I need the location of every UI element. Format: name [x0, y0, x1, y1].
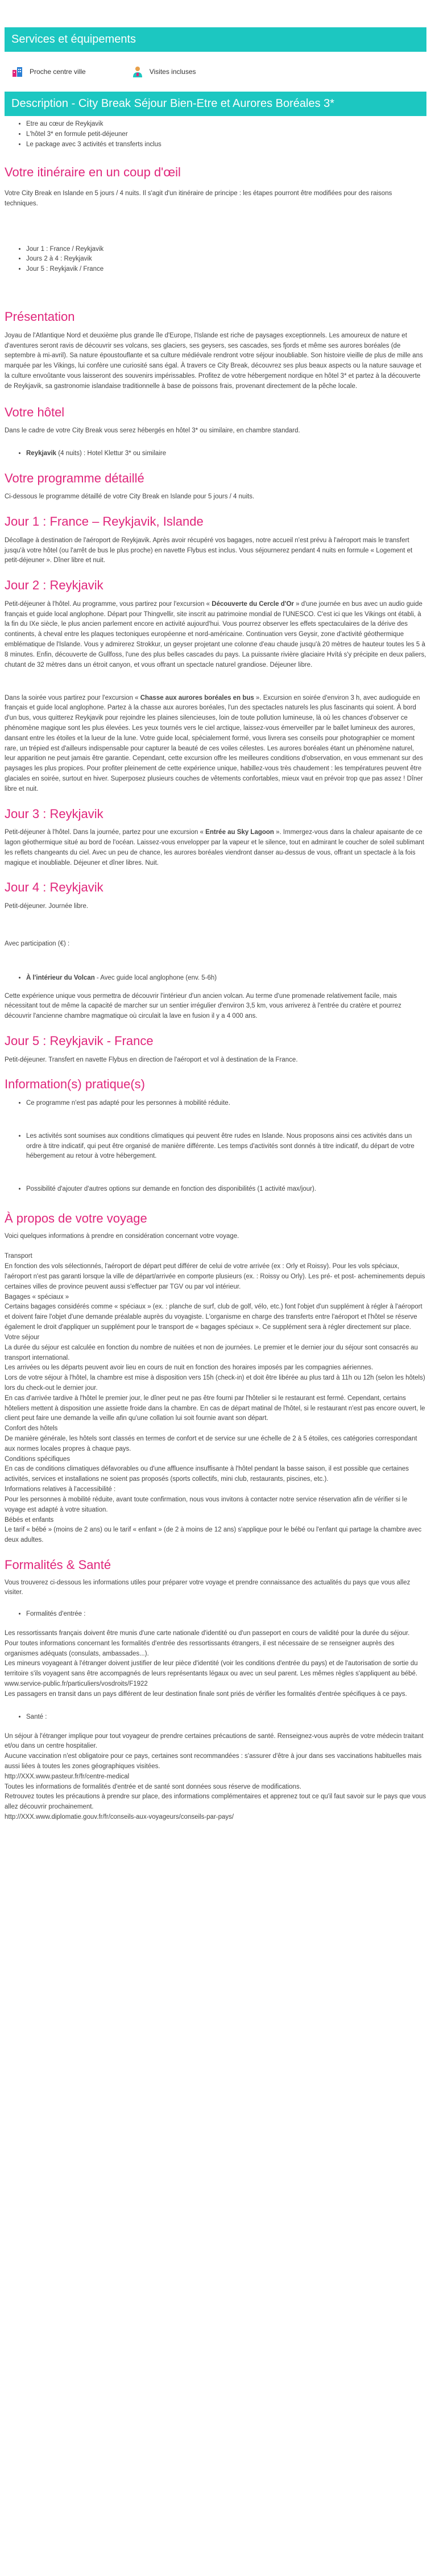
about-heading: Votre séjour [5, 1334, 40, 1341]
about-line: Certains bagages considérés comme « spéciaux » (ex. : planche de surf, club de golf, vélo, etc.) font l'objet d'un supplément à régler à l'aéroport et doivent faire l'objet d'une demande préalable auprès du voyagiste. L'organisme en charge des transferts entre l'aéroport et l'hôtel se réserve également le droit d'appliquer un supplément pour le transport de « bagages spéciaux ». Ce supplément sera à régler directement sur place. [5, 1303, 422, 1331]
health-details [5, 1732, 426, 1823]
health-line: Retrouvez toutes les précautions à prendre sur place, des informations complémentaires et apprenez tout ce qu'il faut savoir sur le pays que vous allez découvrir prochainement. [5, 1793, 426, 1811]
practical-title: Information(s) pratique(s) [5, 1077, 145, 1092]
text-span: » d'une journée en bus avec un audio guide français et guide local anglophone. Départ pour Thingvellir, site inscrit au patrimoine mondial de l'UNESCO. C'est ici que les Vikings ont établi, à la fin du IXe siècle, le plus ancien parlement encore en activité aujourd'hui. Vous pourrez observer les effets spectaculaires de la dérive des continents, à cheval entre les plaques tectoniques européenne et nord-américaine. Continuation vers Geysir, zone d'activité géothermique emblématique de l'Islande. Vous y admirerez Strokkur, un geyser projetant une colonne d'eau chaude jusqu'à 20 mètres de hauteur toutes les 5 à 8 minutes. Enfin, découverte de Gullfoss, l'une des plus belles cascades du pays. La puissante rivière glaciaire Hvítá s'y précipite en deux paliers, chutant de 32 mètres dans un étroit canyon, et vous offrant un spectacle naturel grandiose. Déjeuner libre. [5, 600, 426, 668]
city-buildings-icon [11, 65, 24, 78]
excursion-name: Découverte du Cercle d'Or [212, 600, 294, 608]
tour-guide-icon [131, 65, 144, 78]
services-list [5, 52, 426, 86]
formalities-intro: Vous trouverez ci-dessous les informations utiles pour préparer votre voyage et prendre connaissance des actualités du pays que vous allez visiter. [5, 1579, 411, 1596]
list-item [26, 449, 426, 459]
optional-text: Cette expérience unique vous permettra de découvrir l'intérieur d'un ancien volcan. Au terme d'une promenade relativement facile, mais nécessitant tout de même la capacité de marcher sur un sentier irrégulier d'environ 3,5 km, vous arriverez à l'entrée du cratère et pourrez découvrir l'ancienne chambre magmatique où circulait la lave en fusion il y a 4 000 ans. [5, 992, 401, 1020]
list-item: • Les activités sont soumises aux conditions climatiques qui peuvent être rudes en Islande. Nous proposons ainsi ces activités dans un ordre à titre indicatif, qui peut être organisé de manière différente. Les temps d'activités sont donnés à titre indicatif, du départ de votre hébergement au retour à votre hébergement. [26, 1132, 426, 1162]
about-line: De manière générale, les hôtels sont classés en termes de confort et de service sur une échelle de 2 à 5 étoiles, ces catégories correspondant aux normes locales propres à chaque pays. [5, 1435, 417, 1452]
list-item [26, 973, 426, 984]
text-span: ». Immergez-vous dans la chaleur apaisante de ce lagon géothermique situé au bord de l'océan. Laissez-vous envelopper par la vapeur et le silence, tout en admirant le coucher de soleil sublimant les reflets changeants du ciel. Avec un peu de chance, les aurores boréales viendront danser au-dessus de vous, offrant un spectacle à la fois magique et inoubliable. Déjeuner et dîner libres. Nuit. [5, 829, 425, 866]
hotel-title: Votre hôtel [5, 404, 65, 419]
day3-title: Jour 3 : Reykjavik [5, 806, 103, 821]
excursion-name: Chasse aux aurores boréales en bus [140, 694, 254, 701]
practical-list [5, 1099, 426, 1109]
description-list [5, 119, 426, 150]
day2-text-2 [5, 693, 426, 795]
health-line: Toutes les informations de formalités d'entrée et de santé sont données sous réserve de modifications. [5, 1783, 301, 1790]
description-title: Description - City Break Séjour Bien-Etre et Aurores Boréales 3* [5, 92, 426, 116]
optional-name: À l'intérieur du Volcan [26, 974, 95, 981]
health-list [5, 1712, 426, 1723]
admin-list [5, 1609, 426, 1620]
text-span: Petit-déjeuner à l'hôtel. Dans la journée, partez pour une excursion « [5, 829, 206, 836]
about-heading: Bébés et enfants [5, 1516, 54, 1524]
about-line: Les arrivées ou les départs peuvent avoir lieu en cours de nuit en fonction des horaires imposés par les compagnies aériennes. [5, 1364, 374, 1372]
health-link[interactable]: http://XXX.www.pasteur.fr/fr/centre-medical [5, 1773, 130, 1780]
about-heading: Transport [5, 1253, 32, 1260]
hotel-list [5, 449, 426, 459]
presentation-title: Présentation [5, 309, 75, 324]
about-heading: Bagages « spéciaux » [5, 1293, 69, 1301]
list-item: • L'hôtel 3* en formule petit-déjeuner [26, 130, 426, 140]
health-link[interactable]: http://XXX.www.diplomatie.gouv.fr/fr/conseils-aux-voyageurs/conseils-par-pays/ [5, 1814, 234, 1820]
admin-line: Les passagers en transit dans un pays différent de leur destination finale sont priés de vérifier les formalités d'entrée spécifiques à ce pays. [5, 1690, 407, 1698]
about-line: En cas de conditions climatiques défavorables ou d'une affluence insuffisante à l'hôtel pendant la basse saison, il est possible que certaines activités, services et installations ne soient pas proposés (sports collectifs, mini club, restaurants, piscines, etc.). [5, 1465, 409, 1483]
itinerary-text: Votre City Break en Islande en 5 jours / 4 nuits. Il s'agit d'un itinéraire de principe : les étapes pourront être modifiées pour des raisons techniques. [5, 190, 392, 207]
list-item: • Jour 5 : Reykjavik / France [26, 265, 426, 275]
about-heading: Informations relatives à l'accessibilité : [5, 1486, 116, 1493]
excursion-name: Entrée au Sky Lagoon [205, 829, 274, 836]
day4-text: Petit-déjeuner. Journée libre. [5, 903, 89, 910]
optional-detail: - Avec guide local anglophone (env. 5-6h) [94, 974, 217, 981]
admin-line: Les ressortissants français doivent être munis d'une carte nationale d'identité ou d'un passeport en cours de validité pour la durée du séjour. [5, 1630, 410, 1637]
about-intro: Voici quelques informations à prendre en considération concernant votre voyage. [5, 1232, 239, 1240]
about-line: Le tarif « bébé » (moins de 2 ans) ou le tarif « enfant » (de 2 à moins de 12 ans) s'applique pour le bébé ou l'enfant qui partage la chambre avec deux adultes. [5, 1526, 422, 1544]
day5-text: Petit-déjeuner. Transfert en navette Flybus en direction de l'aéroport et vol à destination de la France. [5, 1056, 298, 1063]
list-item: • Le package avec 3 activités et transferts inclus [26, 140, 426, 150]
services-title: Services et équipements [5, 27, 426, 52]
text-span: ». Excursion en soirée d'environ 3 h, avec audioguide en français et guide local anglophone. Partez à la chasse aux aurores boréales, l'un des spectacles naturels les plus fascinants qui soient. À bord d'un bus, vous quitterez Reykjavik pour rejoindre les plaines silencieuses, loin de toute pollution lumineuse, là où les chances d'observer ce phénomène magique sont les plus élevées. Les yeux tournés vers le ciel arctique, laissez-vous émerveiller par le ballet lumineux des aurores, dansant entre les étoiles et la lueur de la lune. Votre guide local, spécialement formé, vous livrera ses conseils pour photographier ce moment rare, un trépied est d'ailleurs indispensable pour capturer la beauté de ces voiles célestes. Les aurores boréales étant un phénomène naturel, leur apparition ne peut jamais être garantie. Cependant, cette excursion offre les meilleures conditions d'observation, en vous emmenant sur des paysages les plus propices. Pour profiter pleinement de cette expérience unique, habillez-vous très chaudement : les températures peuvent être glaciales en soirée, surtout en hiver. Superposez plusieurs couches de vêtements confortables, mieux vaut en prévoir trop que pas assez ! Dîner libre et nuit. [5, 694, 423, 792]
admin-line: Pour toutes informations concernant les formalités d'entrée des ressortissants étrangers, il est nécessaire de se renseigner auprès des organismes adéquats (consulats, ambassades...). [5, 1640, 395, 1657]
about-heading: Conditions spécifiques [5, 1455, 71, 1463]
text-span: Dans la soirée vous partirez pour l'excursion « [5, 694, 140, 701]
about-line: Lors de votre séjour à l'hôtel, la chambre est mise à disposition vers 15h (check-in) et doit être libérée au plus tard à 11h ou 12h (selon les hôtels) lors du check-out le dernier jour. [5, 1374, 425, 1392]
admin-details [5, 1629, 426, 1700]
list-item: • Etre au cœur de Reykjavik [26, 119, 426, 130]
service-label: Proche centre ville [30, 67, 86, 76]
about-line: En cas d'arrivée tardive à l'hôtel le premier jour, le dîner peut ne pas être fourni par l'hôtelier si le restaurant est fermé. Cependant, certains hôteliers mettent à disposition une assiette froide dans la chambre. En cas de départ matinal de l'hôtel, si le restaurant n'est pas encore ouvert, le client peut faire une demande la veille afin qu'une collation lui soit fournie avant son départ. [5, 1394, 425, 1422]
day1-title: Jour 1 : France – Reykjavik, Islande [5, 514, 204, 529]
about-heading: Confort des hôtels [5, 1425, 58, 1433]
service-label: Visites incluses [149, 67, 196, 76]
program-title: Votre programme détaillé [5, 470, 144, 485]
list-item: • Formalités d'entrée : [26, 1609, 426, 1620]
health-line: Aucune vaccination n'est obligatoire pour ce pays, certaines sont recommandées : s'assurer d'être à jour dans ses vaccinations habituelles mais aussi liées à toutes les zones géographiques visitées. [5, 1753, 422, 1770]
practical-list [5, 1132, 426, 1162]
about-line: Pour les personnes à mobilité réduite, avant toute confirmation, nous vous invitons à contacter notre service réservation afin de vérifier si le voyage est adapté à votre situation. [5, 1496, 408, 1513]
about-line: La durée du séjour est calculée en fonction du nombre de nuitées et non de journées. Le premier et le dernier jour du séjour sont consacrés au transport international. [5, 1344, 418, 1361]
list-item: • Ce programme n'est pas adapté pour les personnes à mobilité réduite. [26, 1099, 426, 1109]
admin-link[interactable]: www.service-public.fr/particuliers/vosdroits/F1922 [5, 1681, 148, 1688]
day5-title: Jour 5 : Reykjavik - France [5, 1033, 154, 1048]
hotel-city: Reykjavik [26, 449, 57, 457]
list-item: • Jours 2 à 4 : Reykjavik [26, 254, 426, 265]
list-item: • Possibilité d'ajouter d'autres options sur demande en fonction des disponibilités (1 activité max/jour). [26, 1184, 426, 1195]
practical-list [5, 1184, 426, 1195]
optional-label: Avec participation (€) : [5, 940, 70, 947]
about-title: À propos de votre voyage [5, 1211, 147, 1225]
day2-text-1 [5, 600, 426, 671]
day4-title: Jour 4 : Reykjavik [5, 880, 103, 895]
day3-text [5, 828, 426, 868]
formalities-title: Formalités & Santé [5, 1557, 111, 1572]
hotel-text: Dans le cadre de votre City Break vous serez hébergés en hôtel 3* ou similaire, en chambre standard. [5, 427, 300, 435]
program-text: Ci-dessous le programme détaillé de votre City Break en Islande pour 5 jours / 4 nuits. [5, 493, 255, 501]
list-item: • Jour 1 : France / Reykjavik [26, 245, 426, 255]
list-item: • Santé : [26, 1712, 426, 1723]
admin-line: Les mineurs voyageant à l'étranger doivent justifier de leur pièce d'identité (voir les conditions d'entrée du pays) et de l'autorisation de sortie du territoire s'ils voyagent sans être accompagnés de leurs représentants légaux ou avec un seul parent. Les mêmes règles s'appliquent au bébé. [5, 1660, 418, 1678]
day1-text: Décollage à destination de l'aéroport de Reykjavik. Après avoir récupéré vos bagages, notre accueil n'est prévu à l'aéroport mais le transfert jusqu'à votre hôtel (ou l'arrêt de bus le plus proche) en navette Flybus est inclus. Vous séjournerez pendant 4 nuits en formule « Logement et petit-déjeuner ». Dîner libre et nuit. [5, 536, 413, 564]
about-details [5, 1252, 426, 1546]
presentation-text: Joyau de l'Atlantique Nord et deuxième plus grande île d'Europe, l'Islande est riche de paysages exceptionnels. Les amoureux de nature et d'aventures seront ravis de découvrir ses volcans, ses glaciers, ses geysers, ses cascades, ses fjords et même ses aurores boréales (de septembre à mi-avril). Sa nature époustouflante et sa culture médiévale rendront votre séjour inoubliable. Son histoire vieille de plus de mille ans marquée par les Vikings, lui confère une curiosité sans égal. À travers ce City Break, découvrez ses plus beaux aspects ou la nature sauvage et la culture envoûtante vous laisseront des souvenirs impérissables. Profitez de votre hébergement nordique en hôtel 3* et partez à la découverte de Reykjavik, sa gastronomie islandaise traditionnelle à base de poissons frais, provenant directement de la pêche locale. [5, 332, 423, 390]
day2-title: Jour 2 : Reykjavik [5, 578, 103, 593]
itinerary-title: Votre itinéraire en un coup d'œil [5, 165, 181, 180]
itinerary-list [5, 245, 426, 275]
health-line: Un séjour à l'étranger implique pour tout voyageur de prendre certaines précautions de santé. Renseignez-vous auprès de votre médecin traitant et/ou dans un centre hospitalier. [5, 1732, 424, 1750]
service-item-city [11, 65, 86, 78]
hotel-detail: (4 nuits) : Hotel Klettur 3* ou similaire [56, 449, 167, 457]
service-item-visits [131, 65, 196, 78]
optional-list [5, 973, 426, 984]
about-line: En fonction des vols sélectionnés, l'aéroport de départ peut différer de celui de votre arrivée (ex : Orly et Roissy). Pour les vols spéciaux, l'aéroport n'est pas garanti lorsque la ville de départ/arrivée en comporte plusieurs (ex. : Roissy ou Orly). Les pré- et post- acheminements depuis certaines villes de province peuvent aussi s'effectuer par TGV ou par vol intérieur. [5, 1263, 425, 1290]
text-span: Petit-déjeuner à l'hôtel. Au programme, vous partirez pour l'excursion « [5, 600, 212, 608]
